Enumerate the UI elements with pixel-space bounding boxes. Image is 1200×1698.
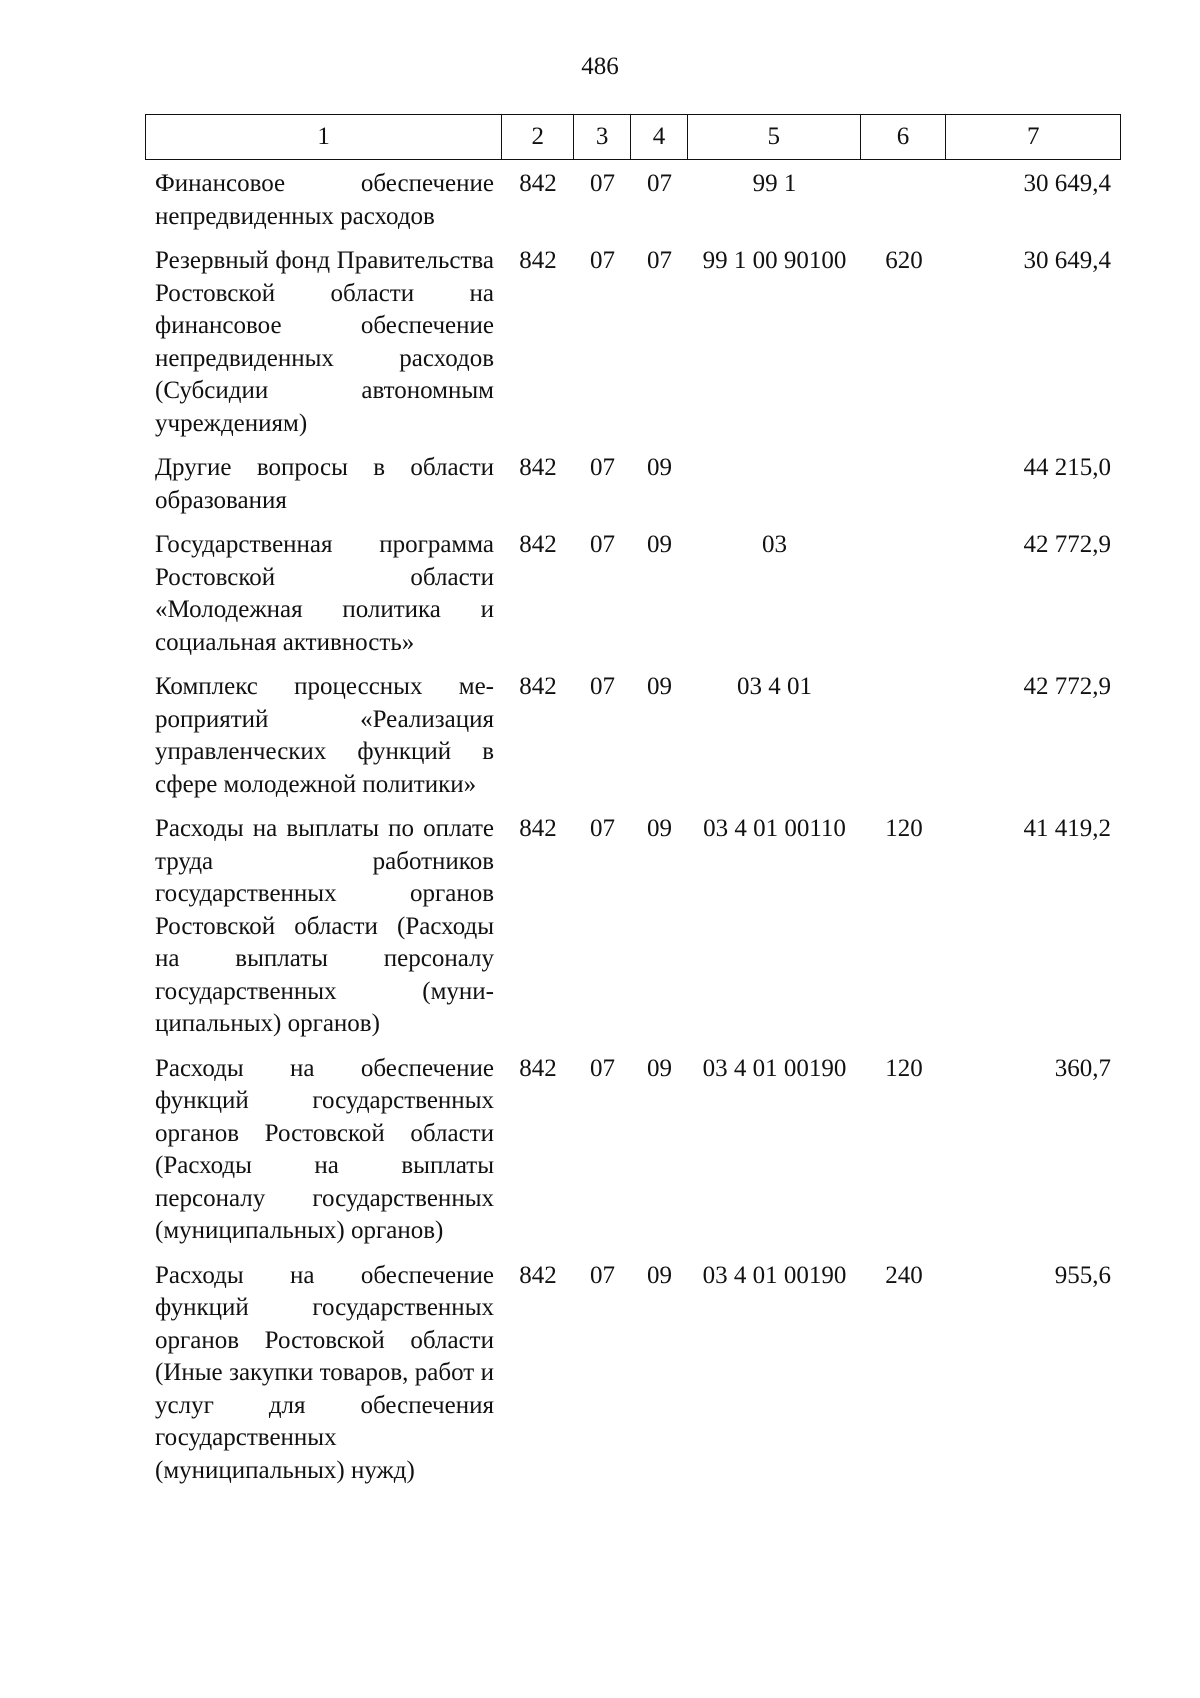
row-amount: 44 215,0: [1023, 454, 1111, 481]
row-col-6: [861, 529, 947, 659]
row-col-2: 842: [519, 1054, 557, 1082]
table-row: [145, 168, 1121, 233]
row-col-5: 03 4 01: [737, 673, 812, 700]
row-col-5: 03: [762, 531, 787, 558]
table-row: [145, 671, 1121, 801]
header-col-6: 6: [861, 115, 947, 159]
row-amount: 30 649,4: [1023, 247, 1111, 274]
row-col-2: 842: [519, 815, 557, 842]
row-amount: 30 649,4: [1023, 170, 1111, 197]
row-col-5: 03 4 01 00190: [702, 1054, 847, 1082]
row-col-3: 07: [590, 815, 615, 842]
row-col-3: 07: [590, 1054, 615, 1082]
row-col-6: 240: [885, 1261, 923, 1289]
row-col-2: 842: [519, 1261, 557, 1289]
table-row: [145, 1053, 1121, 1248]
row-col-4: 09: [647, 454, 672, 481]
row-name: Расходы на выплаты по оплате труда работников государственных органов Ростовской области (Расходы на выплаты персоналу государственных (муниципальных) органов): [155, 815, 494, 1037]
row-amount: 42 772,9: [1023, 531, 1111, 558]
row-col-4: 09: [647, 673, 672, 700]
row-col-4: 09: [647, 1261, 672, 1289]
row-col-3: 07: [590, 247, 615, 274]
table-row: [145, 813, 1121, 1041]
header-col-5: 5: [688, 115, 861, 159]
row-name: Расходы на обеспечение функций государственных органов Ростовской области (Расходы на выплаты персоналу государственных (муниципальных) органов): [155, 1054, 494, 1244]
row-col-6: [861, 452, 947, 517]
row-col-3: 07: [590, 673, 615, 700]
table-row: [145, 245, 1121, 440]
header-col-7: 7: [1026, 123, 1040, 150]
row-amount: 42 772,9: [1023, 673, 1111, 700]
row-col-4: 07: [647, 170, 672, 197]
row-col-3: 07: [590, 1261, 615, 1289]
row-col-6: [861, 168, 947, 233]
row-amount: 360,7: [1054, 1054, 1111, 1082]
row-col-2: 842: [519, 673, 557, 700]
row-amount: 955,6: [1054, 1261, 1111, 1289]
row-col-5: 99 1: [752, 170, 797, 197]
row-col-3: 07: [590, 454, 615, 481]
row-col-3: 07: [590, 531, 615, 558]
row-col-2: 842: [519, 247, 557, 274]
row-col-6: [861, 671, 947, 801]
table-row: [145, 1260, 1121, 1488]
row-col-5: [688, 452, 861, 517]
table-header: [145, 114, 1121, 160]
row-name: Резервный фонд Правительства Ростовской области на финансовое обеспечение непредвиденных расходов (Субсидии автономным учреждениям): [155, 247, 494, 437]
row-col-5: 99 1 00 90100: [702, 247, 847, 274]
row-col-5: 03 4 01 00110: [703, 815, 846, 842]
row-col-6: 620: [885, 247, 923, 274]
row-col-5: 03 4 01 00190: [702, 1261, 847, 1289]
row-col-2: 842: [519, 170, 557, 197]
table-body: [145, 168, 1121, 1499]
row-col-4: 09: [647, 815, 672, 842]
row-name: Государственная программа Ростовской области «Молодежная политика и социальная активность»: [155, 531, 494, 656]
table-row: [145, 529, 1121, 659]
row-col-6: 120: [885, 815, 923, 842]
row-col-4: 07: [647, 247, 672, 274]
row-col-2: 842: [519, 454, 557, 481]
row-amount: 41 419,2: [1023, 815, 1111, 842]
row-col-4: 09: [647, 1054, 672, 1082]
row-col-6: 120: [885, 1054, 923, 1082]
page-number: 486: [581, 53, 619, 80]
row-col-4: 09: [647, 531, 672, 558]
row-col-2: 842: [519, 531, 557, 558]
row-name: Комплекс процессных мероприятий «Реализация управленческих функций в сфере молодежной политики»: [155, 673, 494, 798]
table-row: [145, 452, 1121, 517]
row-name: Другие вопросы в области образования: [155, 454, 494, 514]
header-col-2: 2: [502, 115, 574, 159]
row-col-3: 07: [590, 170, 615, 197]
header-col-3: 3: [574, 115, 631, 159]
row-name: Расходы на обеспечение функций государственных органов Ростовской области (Иные закупки товаров, работ и услуг для обеспечения государственных (муниципальных) нужд): [155, 1261, 494, 1484]
header-col-4: 4: [631, 115, 688, 159]
row-name: Финансовое обеспечение непредвиденных расходов: [155, 170, 494, 230]
header-col-1: 1: [146, 115, 502, 159]
